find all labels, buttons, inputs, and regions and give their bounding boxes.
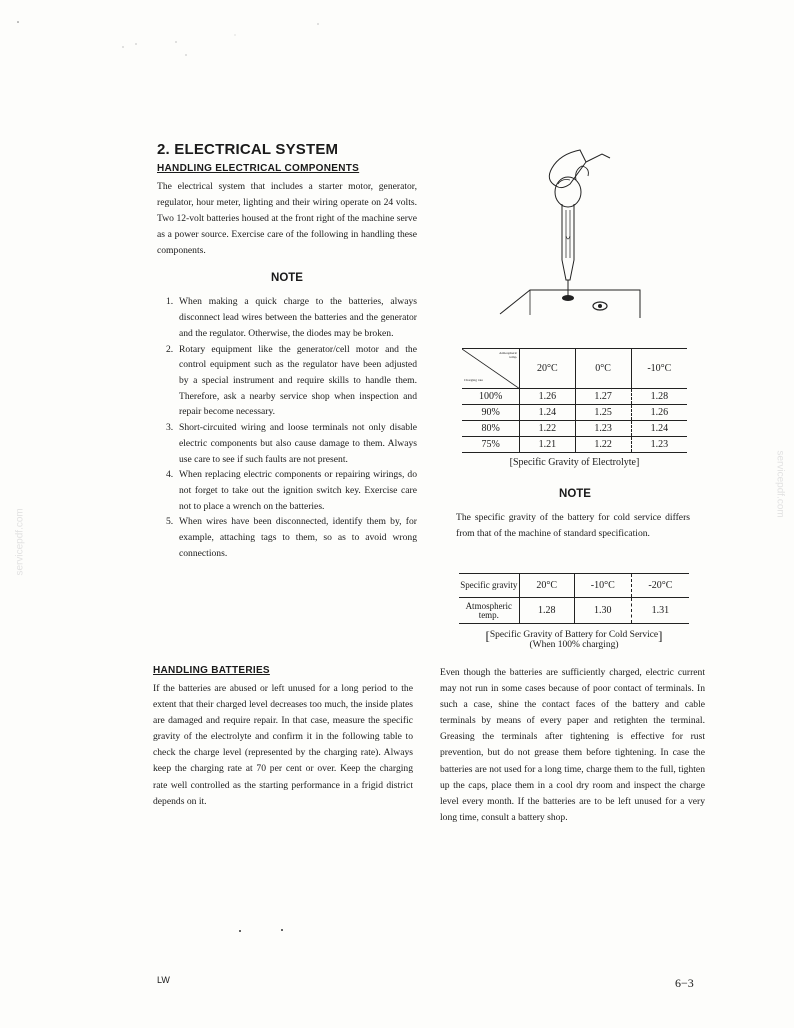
note1-item: [166, 467, 417, 514]
table1-header: -10°C: [647, 363, 672, 374]
cold-service-gravity-table: [459, 573, 689, 624]
table2-cell: 1.31: [651, 605, 670, 616]
note1-item: [166, 294, 417, 341]
components-heading: HANDLING ELECTRICAL COMPONENTS: [157, 163, 360, 174]
note1-item: [166, 342, 417, 421]
table1-row: [462, 405, 687, 421]
table1-caption: [Specific Gravity of Electrolyte]: [509, 457, 640, 468]
table2-header: -20°C: [648, 580, 673, 591]
table1-cell: 1.25: [575, 405, 631, 421]
table1-cell: 1.27: [575, 389, 631, 405]
batteries-heading: HANDLING BATTERIES: [153, 665, 270, 676]
note1-item-text: When making a quick charge to the batteries, always disconnect lead wires between the batteries and the generator and the regulator. Otherwise, the diodes may be broken.: [179, 296, 417, 339]
table1-row: [462, 437, 687, 453]
table1-rate: 100%: [462, 389, 520, 405]
table1-cell: 1.21: [520, 437, 575, 453]
note1-title: NOTE: [271, 272, 303, 285]
note2-text: The specific gravity of the battery for cold service differs from that of the machine of standard specification.: [456, 512, 690, 540]
hydrometer-illustration: [490, 140, 660, 320]
table2-caption-line2: (When 100% charging): [529, 640, 619, 650]
table2-caption-text: Specific Gravity of Battery for Cold Service: [489, 630, 659, 640]
note1-item-num: 4.: [166, 469, 174, 481]
table1-header: 20°C: [520, 349, 575, 389]
components-intro: The electrical system that includes a starter motor, generator, regulator, hour meter, lighting and their wiring operate on 24 volts. Two 12-volt batteries housed at the front right of the machine serve as a power source. Exercise care of the following in handling these components.: [157, 181, 417, 257]
scan-specks-bottom: [230, 925, 300, 937]
note1-item-text: When replacing electric components or repairing wirings, do not forget to take out the ignition switch key. Exercise care not to place a wrench on the batteries.: [179, 469, 417, 512]
left-column: [157, 163, 417, 561]
note1-list: [166, 294, 417, 561]
table1-rate: 75%: [462, 437, 520, 453]
batteries-section: [153, 665, 413, 810]
table1-cell: 1.22: [520, 421, 575, 437]
table1-cell: 1.23: [575, 421, 631, 437]
table1-cell: 1.26: [650, 407, 669, 418]
batteries-text: If the batteries are abused or left unused for a long period to the extent that their charged level decreases too much, the inside plates are damaged and require repair. In that case, measure the specific gravity of the electrolyte and confirm it in the following table to check the charge level (represented by the charging rate). Always keep the charging rate at 70 per cent or over. Keep the charging rate well controlled as the starting performance in a frigid district depends on it.: [153, 683, 413, 807]
watermark-right: servicepdf.com: [774, 450, 786, 518]
table2-header: 20°C: [519, 574, 574, 598]
table1-cell: 1.28: [650, 391, 669, 402]
table1-cell: 1.26: [520, 389, 575, 405]
table1-corner-bottom: Charging rate: [464, 378, 484, 382]
note2-title: NOTE: [559, 488, 591, 500]
note1-item-text: Short-circuited wiring and loose terminals not only disable electric components but also cause damage to them. Always use care to see if such faults are not present.: [179, 422, 417, 465]
table1-header: 0°C: [575, 349, 631, 389]
caption-bracket-left: [: [485, 628, 490, 643]
watermark-left: servicepdf.com: [14, 508, 26, 576]
note1-item-text: When wires have been disconnected, identify them by, for example, attaching tags to them, so as to avoid wrong connections.: [179, 516, 417, 559]
table1-row: [462, 421, 687, 437]
electrolyte-gravity-table: [462, 348, 687, 453]
right-body-text: Even though the batteries are sufficiently charged, electric current may not run in some cases because of poor contact of terminals. In such a case, shine the contact faces of the battery and cable terminals by means of every paper and retighten the terminal. Greasing the terminals after tightening is effective for rust prevention, but do not grease them before tightening. In case the batteries are not used for a long time, charge them to the full, tighten up the caps, place them in a cool dry room and inspect the charge level every month. If the batteries are to be left unused for a very long time, consult a battery shop.: [440, 667, 705, 823]
note1-item-num: 3.: [166, 422, 174, 434]
table2-row1-label: Specific gravity: [459, 574, 519, 598]
note1-item-text: Rotary equipment like the generator/cell motor and the control equipment such as the regulator have been adjusted by a special instrument and require skills to handle them. Therefore, ask a nearby service shop when inspection and repair become necessary.: [179, 343, 417, 418]
table2-header: -10°C: [574, 574, 631, 598]
caption-bracket-right: ]: [658, 628, 663, 643]
table1-rate: 80%: [462, 421, 520, 437]
table1-rate: 90%: [462, 405, 520, 421]
table1-cell: 1.24: [520, 405, 575, 421]
table1-corner-top: Atmospheric temp.: [499, 351, 518, 359]
section-title: 2. ELECTRICAL SYSTEM: [157, 141, 339, 158]
table1-cell: 1.24: [650, 423, 669, 434]
table2-cell: 1.30: [574, 598, 631, 624]
note1-item-num: 5.: [166, 516, 174, 528]
note1-item-num: 1.: [166, 296, 174, 308]
footer-model: LW: [157, 975, 170, 985]
table1-cell: 1.23: [650, 439, 669, 450]
table2-caption: [459, 628, 689, 650]
table1-corner: [462, 349, 520, 389]
table1-cell: 1.22: [575, 437, 631, 453]
note1-item-num: 2.: [166, 343, 174, 355]
table2-row2-label: Atmospheric temp.: [459, 598, 519, 624]
page-number: 6−3: [675, 976, 694, 990]
table2-cell: 1.28: [519, 598, 574, 624]
scan-specks: [0, 0, 794, 80]
table1-row: [462, 389, 687, 405]
note1-item: [166, 514, 417, 561]
note1-item: [166, 420, 417, 467]
